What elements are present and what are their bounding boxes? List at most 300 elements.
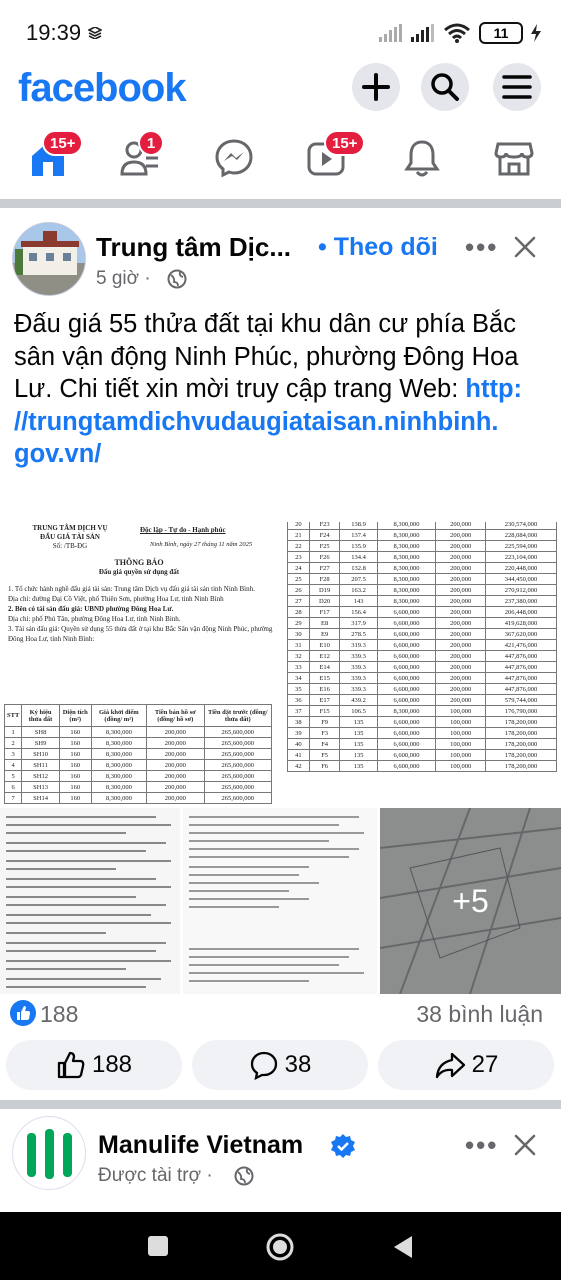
doc-table-cell: 237,380,000 [485,596,556,607]
doc-table-row [288,541,557,552]
doc-table-cell: SH14 [22,793,60,804]
home-badge: 15+ [42,130,83,156]
doc-table-cell: F24 [309,530,340,541]
doc-table-row [288,574,557,585]
doc-table-cell: 25 [288,574,310,585]
doc-table-cell: 176,790,000 [485,706,556,717]
doc-table-cell: 421,476,000 [485,640,556,651]
doc-table-cell: 100,000 [436,717,486,728]
doc-table-row [288,662,557,673]
doc-table-row [5,760,272,771]
doc-table-cell: E16 [309,684,340,695]
building-photo-icon [13,223,86,296]
doc-table-row [288,640,557,651]
doc-table-cell: 178,200,000 [485,761,556,772]
doc-table-cell: 8,300,000 [377,706,436,717]
doc-table-row [288,585,557,596]
doc-table-cell: 8,300,000 [91,749,146,760]
doc-table-cell: F23 [309,522,340,530]
doc-table-cell: 319.3 [340,640,377,651]
doc-table-cell: 100,000 [436,739,486,750]
doc-table-row [5,727,272,738]
document-text-icon [0,808,180,994]
friends-badge: 1 [138,130,164,156]
doc-table-cell: 200,000 [436,695,486,706]
follow-button[interactable]: • Theo dõi [318,233,438,261]
doc-table-cell: SH10 [22,749,60,760]
doc-para-2b: Địa chỉ: phố Phú Tân, phường Đông Hoa Lư, tỉnh Ninh Bình. [8,615,181,623]
system-nav-bar [0,1212,561,1280]
doc-table-cell: 137.4 [340,530,377,541]
doc-table-cell: 178,200,000 [485,750,556,761]
comment-btn-count: 38 [284,1051,312,1078]
thumbs-up-icon [56,1050,86,1080]
create-button[interactable] [352,63,400,111]
doc-table-cell: 6,600,000 [377,761,436,772]
doc-para-3: 3. Tài sản đấu giá: Quyền sử dụng 55 thửa đất ở tại khu Bắc Sân vận động Ninh Phúc, phường Đông Hoa Lư, tỉnh Ninh Bình: [8,625,273,643]
doc-table-header: STT [5,705,22,727]
doc-table-cell: 2 [5,738,22,749]
doc-table-cell: 317.9 [340,618,377,629]
menu-button[interactable] [493,63,541,111]
doc-table-cell: 278.5 [340,629,377,640]
doc-table-cell: F25 [309,541,340,552]
doc-table-cell: E12 [309,651,340,662]
doc-table-cell: 200,000 [436,629,486,640]
doc-table-cell: 6,600,000 [377,717,436,728]
doc-table-cell: 6,600,000 [377,695,436,706]
doc-table-cell: 35 [288,684,310,695]
sponsor-name[interactable]: Manulife Vietnam [98,1131,304,1159]
doc-table-cell: 223,104,000 [485,552,556,563]
reaction-count[interactable]: 188 [40,1001,79,1027]
doc-table-cell: 33 [288,662,310,673]
post-image-3[interactable] [0,808,180,994]
doc-table-cell: 220,448,000 [485,563,556,574]
globe-icon [167,269,187,289]
doc-table-left [4,704,272,804]
like-button[interactable] [6,1040,182,1090]
doc-org-line2: ĐẤU GIÁ TÀI SẢN [40,533,100,541]
doc-table-row [288,618,557,629]
doc-table-cell: 24 [288,563,310,574]
doc-table-header: Giá khởi điểm (đồng/ m²) [91,705,146,727]
manulife-avatar[interactable] [12,1116,86,1190]
doc-table-cell: 42 [288,761,310,772]
post-time: 5 giờ · [96,268,151,289]
doc-table-cell: 200,000 [436,522,486,530]
doc-table-row [288,651,557,662]
home-nav-icon[interactable] [265,1232,295,1262]
link-part-3: gov.vn/ [14,440,102,468]
doc-table-row [288,522,557,530]
doc-table-cell: D20 [309,596,340,607]
doc-table-cell: 200,000 [436,596,486,607]
doc-para-1b: Địa chỉ: đường Đại Cồ Việt, phố Thiên Sơn, phường Hoa Lư, tỉnh Ninh Bình [8,595,224,603]
doc-table-cell: 6 [5,782,22,793]
doc-table-cell: 447,876,000 [485,662,556,673]
doc-table-row [288,684,557,695]
doc-table-cell: 160 [59,749,91,760]
doc-table-cell: 7 [5,793,22,804]
doc-table-cell: SH11 [22,760,60,771]
doc-table-cell: F4 [309,739,340,750]
recents-icon[interactable] [146,1234,170,1258]
doc-table-cell: 8,300,000 [377,596,436,607]
doc-table-cell: 265,600,000 [204,782,271,793]
doc-table-cell: 200,000 [146,771,204,782]
doc-table-cell: 138.9 [340,522,377,530]
post-image-2[interactable] [283,522,561,805]
doc-table-cell: E9 [309,629,340,640]
doc-table-cell: 160 [59,727,91,738]
doc-table-header: Tiền bán hồ sơ (đồng/ hồ sơ) [146,705,204,727]
doc-table-cell: 200,000 [436,640,486,651]
doc-table-cell: 178,200,000 [485,728,556,739]
doc-table-cell: 200,000 [146,738,204,749]
doc-motto: Độc lập - Tự do - Hạnh phúc [140,526,226,534]
doc-table-cell: D19 [309,585,340,596]
plus-icon [362,73,390,101]
tab-video[interactable] [306,134,358,178]
doc-table-cell: 200,000 [146,782,204,793]
doc-table-row [288,673,557,684]
doc-table-cell: 200,000 [436,552,486,563]
doc-table-cell: 200,000 [436,673,486,684]
doc-table-cell: 225,594,000 [485,541,556,552]
status-time: 19:39 [26,20,82,45]
doc-table-cell: 339.3 [340,651,377,662]
doc-table-cell: 200,000 [436,563,486,574]
doc-table-cell: 447,876,000 [485,673,556,684]
doc-table-cell: 265,600,000 [204,760,271,771]
page-name[interactable]: Trung tâm Dịc... [96,232,292,262]
doc-table-row [5,771,272,782]
doc-table-cell: F27 [309,563,340,574]
doc-table-header: Ký hiệu thửa đất [22,705,60,727]
doc-table-cell: 200,000 [146,793,204,804]
doc-table-cell: SH13 [22,782,60,793]
battery-level: 11 [493,25,509,41]
doc-table-cell: 100,000 [436,706,486,717]
doc-table-cell: 6,600,000 [377,750,436,761]
tab-notifications[interactable] [402,138,442,178]
back-icon[interactable] [392,1234,414,1260]
stack-icon [88,27,102,39]
doc-table-cell: 230,574,000 [485,522,556,530]
doc-table-cell: 163.2 [340,585,377,596]
doc-table-cell: F3 [309,728,340,739]
doc-table-cell: 38 [288,717,310,728]
doc-table-cell: 22 [288,541,310,552]
doc-table-cell: SH9 [22,738,60,749]
sponsored-more-icon[interactable]: ••• [465,1130,499,1160]
doc-table-cell: 6,600,000 [377,629,436,640]
verified-badge-icon [330,1133,356,1159]
doc-table-cell: 265,600,000 [204,738,271,749]
doc-table-row [288,563,557,574]
doc-table-cell: 8,300,000 [377,552,436,563]
doc-table-cell: E10 [309,640,340,651]
doc-table-cell: 447,876,000 [485,684,556,695]
doc-table-cell: F5 [309,750,340,761]
doc-table-cell: 200,000 [436,541,486,552]
messenger-icon [214,138,254,178]
menu-icon [502,74,532,100]
facebook-logo[interactable]: facebook [18,66,186,110]
doc-table-cell: 135 [340,739,377,750]
doc-table-cell: 200,000 [146,749,204,760]
doc-table-cell: 34 [288,673,310,684]
doc-table-cell: 40 [288,739,310,750]
tab-messenger[interactable] [214,138,254,178]
doc-table-cell: 228,084,000 [485,530,556,541]
doc-ref: Số: /TB-ĐG [52,542,88,550]
doc-table-cell: 207.5 [340,574,377,585]
doc-table-cell: 135 [340,717,377,728]
doc-table-cell: 265,600,000 [204,793,271,804]
doc-table-cell: 344,450,000 [485,574,556,585]
doc-table-cell: E15 [309,673,340,684]
doc-table-cell: 8,300,000 [91,760,146,771]
doc-table-cell: F9 [309,717,340,728]
doc-table-cell: 579,744,000 [485,695,556,706]
doc-table-cell: 100,000 [436,750,486,761]
doc-table-cell: 6,600,000 [377,618,436,629]
doc-table-header: Tiền đặt trước (đồng/ thửa đất) [204,705,271,727]
doc-table-cell: 160 [59,760,91,771]
video-badge: 15+ [324,130,365,156]
charging-icon [531,24,541,42]
doc-table-cell: 6,600,000 [377,739,436,750]
doc-table-cell: 200,000 [436,530,486,541]
doc-table-cell: 31 [288,640,310,651]
post-image-1[interactable] [0,522,278,805]
doc-table-cell: 6,600,000 [377,607,436,618]
wifi-icon [443,23,471,43]
doc-table-cell: 135 [340,761,377,772]
doc-table-cell: 132.8 [340,563,377,574]
doc-table-right [287,522,557,772]
doc-table-cell: 26 [288,585,310,596]
doc-table-row [288,695,557,706]
doc-table-cell: 8,300,000 [91,727,146,738]
doc-table-cell: 339.3 [340,684,377,695]
doc-table-cell: 160 [59,738,91,749]
doc-table-cell: 8,300,000 [91,771,146,782]
doc-table-cell: 178,200,000 [485,717,556,728]
doc-table-row [288,596,557,607]
more-options-icon[interactable]: ••• [465,232,499,262]
tab-marketplace[interactable] [494,138,534,178]
doc-table-cell: SH12 [22,771,60,782]
doc-table-cell: 265,600,000 [204,771,271,782]
doc-title: THÔNG BÁO [114,558,164,567]
tab-home[interactable] [28,134,76,178]
close-icon[interactable] [514,236,536,258]
doc-table-cell: 419,628,000 [485,618,556,629]
doc-para-1: 1. Tổ chức hành nghề đấu giá tài sản: Trung tâm Dịch vụ đấu giá tài sản tỉnh Ninh Bình. [8,585,255,593]
share-icon [434,1050,466,1080]
status-bar [0,0,561,64]
doc-table-row [5,782,272,793]
doc-table-cell: 200,000 [436,618,486,629]
doc-table-cell: 447,876,000 [485,651,556,662]
doc-table-cell: 339.3 [340,673,377,684]
page-avatar[interactable] [12,222,86,296]
like-reaction-icon [10,1000,36,1026]
doc-table-cell: 6,600,000 [377,673,436,684]
share-button[interactable] [378,1040,554,1090]
doc-table-cell: 200,000 [436,651,486,662]
doc-table-cell: 200,000 [146,760,204,771]
doc-table-row [288,728,557,739]
signal-icon [379,24,403,42]
doc-table-cell: 100,000 [436,761,486,772]
doc-table-row [288,717,557,728]
doc-table-cell: 156.4 [340,607,377,618]
sponsored-close-icon[interactable] [514,1134,536,1156]
doc-table-cell: 8,300,000 [377,563,436,574]
doc-para-2: 2. Bên có tài sản đấu giá: UBND phường Đông Hoa Lư. [8,605,174,613]
doc-table-cell: 8,300,000 [91,738,146,749]
doc-table-cell: 160 [59,782,91,793]
post-text [14,308,549,471]
doc-table-cell: 1 [5,727,22,738]
doc-table-row [288,552,557,563]
doc-table-cell: 8,300,000 [91,782,146,793]
doc-table-cell: 8,300,000 [377,585,436,596]
doc-table-cell: 134.4 [340,552,377,563]
doc-table-cell: 200,000 [436,684,486,695]
comment-count[interactable]: 38 bình luận [416,1001,543,1027]
doc-table-cell: 135.9 [340,541,377,552]
doc-table-cell: 8,300,000 [91,793,146,804]
post-body: Đấu giá 55 thửa đất tại khu dân cư phía Bắc sân vận động Ninh Phúc, phường Đông Hoa Lư. Chi tiết xin mời truy cập trang Web: [14,310,519,403]
doc-table-cell: 265,600,000 [204,749,271,760]
doc-table-cell: F26 [309,552,340,563]
battery-icon [479,22,523,44]
more-images-overlay[interactable]: +5 [380,808,561,994]
doc-table-cell: SH8 [22,727,60,738]
doc-table-cell: 29 [288,618,310,629]
doc-table-cell: 27 [288,596,310,607]
doc-table-cell: 200,000 [436,574,486,585]
search-icon [430,72,460,102]
doc-table-cell: 206,448,000 [485,607,556,618]
doc-table-cell: 178,200,000 [485,739,556,750]
doc-table-cell: 135 [340,728,377,739]
doc-table-cell: 135 [340,750,377,761]
doc-table-row [5,738,272,749]
doc-table-cell: F6 [309,761,340,772]
doc-table-cell: F28 [309,574,340,585]
doc-table-cell: 6,600,000 [377,684,436,695]
like-count: 188 [91,1051,133,1078]
document-text-icon-2 [183,808,377,994]
doc-table-row [5,749,272,760]
doc-table-cell: 3 [5,749,22,760]
doc-table-cell: 160 [59,771,91,782]
doc-table-cell: 270,912,000 [485,585,556,596]
status-icons [379,22,541,44]
doc-table-cell: F15 [309,706,340,717]
doc-table-cell: E14 [309,662,340,673]
doc-table-cell: 6,600,000 [377,728,436,739]
bell-icon [402,138,442,178]
signal-icon-2 [411,24,435,42]
doc-table-cell: 6,600,000 [377,640,436,651]
doc-table-cell: 6,600,000 [377,662,436,673]
doc-table-row [288,761,557,772]
doc-table-cell: 339.3 [340,662,377,673]
doc-table-row [288,629,557,640]
doc-table-cell: 37 [288,706,310,717]
doc-table-cell: 39 [288,728,310,739]
doc-table-row [288,607,557,618]
doc-table-header: Diện tích (m²) [59,705,91,727]
doc-table-cell: 6,600,000 [377,651,436,662]
doc-table-cell: 8,300,000 [377,522,436,530]
comment-icon [249,1050,279,1080]
globe-icon-2 [234,1166,254,1186]
doc-table-cell: 36 [288,695,310,706]
doc-table-cell: 200,000 [436,662,486,673]
doc-table-cell: 100,000 [436,728,486,739]
doc-table-cell: 28 [288,607,310,618]
doc-table-row [5,793,272,804]
doc-table-row [288,530,557,541]
tab-bar [0,124,561,190]
link-part-2: //trungtamdichvudaugiataisan.ninhbinh. [14,407,499,436]
doc-table-cell: 8,300,000 [377,541,436,552]
doc-table-cell: 21 [288,530,310,541]
doc-table-cell: 143 [340,596,377,607]
comment-button[interactable] [192,1040,368,1090]
doc-table-row [288,706,557,717]
feed-divider [0,199,561,208]
post-image-4[interactable] [183,808,377,994]
feed-divider-2 [0,1100,561,1109]
sponsored-label: Được tài trợ · [98,1165,213,1186]
doc-table-cell: 4 [5,760,22,771]
doc-table-row [288,739,557,750]
doc-table-cell: 160 [59,793,91,804]
search-button[interactable] [421,63,469,111]
manulife-logo-icon [13,1117,86,1190]
doc-table-cell: 5 [5,771,22,782]
doc-table-cell: 8,300,000 [377,530,436,541]
link-part-1: http: [465,375,523,403]
post-image-5[interactable] [380,808,561,994]
doc-org-line1: TRUNG TÂM DỊCH VỤ [32,524,108,532]
share-count: 27 [471,1051,499,1078]
doc-table-cell: 20 [288,522,310,530]
doc-table-cell: 41 [288,750,310,761]
doc-table-cell: 23 [288,552,310,563]
doc-subtitle: Đấu giá quyền sử dụng đất [98,568,180,576]
doc-table-cell: 8,300,000 [377,574,436,585]
tab-friends[interactable] [120,134,160,178]
doc-table-cell: E17 [309,695,340,706]
doc-table-cell: E8 [309,618,340,629]
doc-table-cell: 200,000 [146,727,204,738]
doc-table-cell: 200,000 [436,585,486,596]
doc-table-cell: 265,600,000 [204,727,271,738]
doc-table-cell: 439.2 [340,695,377,706]
store-icon [494,138,534,178]
doc-date: Ninh Bình, ngày 27 tháng 11 năm 2025 [150,541,253,548]
